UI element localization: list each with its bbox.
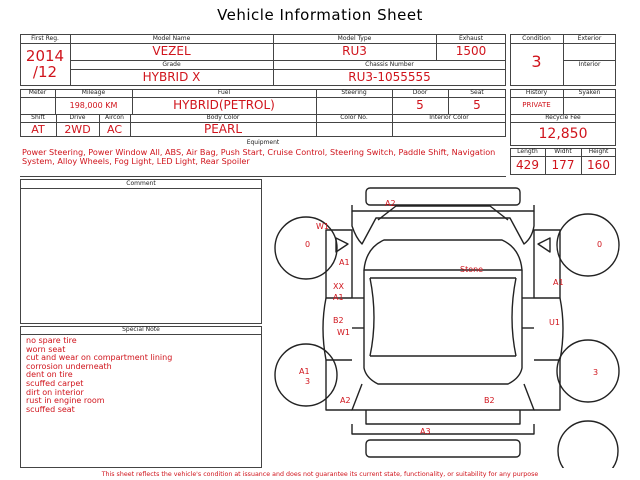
width-value: 177: [551, 158, 575, 172]
drive-value: 2WD: [64, 123, 91, 136]
exhaust-label: Exhaust: [458, 35, 484, 42]
length-value: 429: [516, 158, 539, 172]
mark-a1-mid: A1: [333, 293, 344, 302]
mark-3-br: 3: [593, 368, 599, 377]
recycle-fee-value: 12,850: [538, 126, 588, 142]
seat-label: Seat: [470, 89, 484, 96]
condition-label: Condition: [522, 35, 551, 42]
first-reg-label: First Reg.: [31, 35, 59, 42]
shift-label: Shift: [31, 114, 45, 121]
mark-b2-left: B2: [333, 316, 344, 325]
height-value: 160: [587, 158, 610, 172]
steering-label: Steering: [341, 89, 367, 96]
first-reg-month: /12: [32, 64, 58, 80]
length-label: Length: [517, 148, 538, 155]
drive-label: Drive: [69, 114, 86, 121]
special-note-item: no spare tire: [26, 336, 77, 345]
aircon-value: AC: [106, 123, 122, 136]
fuel-label: Fuel: [217, 89, 231, 96]
mark-a3: A3: [420, 427, 431, 436]
mark-a1-bl: A1: [299, 367, 310, 376]
interior-color-label: Interior Color: [429, 114, 469, 121]
mark-b2-bottom: B2: [484, 396, 495, 405]
mark-a1-right: A1: [553, 278, 564, 287]
page-title: Vehicle Information Sheet: [217, 6, 423, 24]
model-name-label: Model Name: [152, 35, 191, 42]
special-note-item: cut and wear on compartment lining: [26, 353, 173, 363]
chassis-value: RU3-1055555: [348, 70, 431, 84]
condition-value: 3: [531, 53, 542, 71]
disclaimer: This sheet reflects the vehicle's condition at issuance and does not guarantee its current state, functionality, or suitability for any purpose: [101, 471, 539, 478]
grade-value: HYBRID X: [142, 70, 201, 84]
mark-0-right: 0: [597, 240, 603, 249]
mark-a1-left: A1: [339, 258, 350, 267]
first-reg-year: 2014: [25, 48, 65, 64]
mark-a2-top: A2: [385, 199, 396, 208]
door-label: Door: [412, 89, 428, 96]
recycle-fee-label: Recycle Fee: [545, 114, 581, 121]
syaken-label: Syaken: [578, 89, 601, 96]
mark-w1-top: W1: [316, 222, 329, 231]
mark-u1: U1: [549, 318, 560, 327]
color-no-label: Color No.: [340, 114, 368, 121]
front-right-wheel-circle: [557, 214, 619, 276]
model-name-value: VEZEL: [152, 44, 191, 58]
exhaust-value: 1500: [455, 44, 487, 58]
interior-label: Interior: [578, 61, 601, 68]
special-note-item: worn seat: [26, 344, 66, 354]
mark-0-left: 0: [305, 240, 311, 249]
history-value: PRIVATE: [522, 101, 551, 109]
model-type-value: RU3: [342, 44, 367, 58]
body-color-label: Body Color: [206, 114, 240, 121]
comment-label: Comment: [126, 180, 156, 187]
height-label: Height: [588, 148, 609, 155]
equipment-value: Power Steering, Power Window All, ABS, Air Bag, Push Start, Cruise Control, Steering Switch, Paddle Shift, Navigation System, Alloy Wheels, Fog Light, LED Light, Rear Spoiler: [22, 147, 496, 166]
equipment-label: Equipment: [246, 139, 280, 146]
special-note-item: corrosion underneath: [26, 361, 112, 371]
exterior-label: Exterior: [577, 35, 602, 42]
history-label: History: [525, 89, 548, 96]
special-note-list: [26, 337, 258, 414]
meter-label: Meter: [28, 89, 47, 96]
special-note-item: scuffed seat: [26, 404, 75, 414]
special-note-label: Special Note: [122, 326, 160, 333]
aircon-label: Aircon: [105, 114, 124, 121]
mark-a2-bottom: A2: [340, 396, 351, 405]
special-note-item: dent on tire: [26, 370, 73, 380]
width-label: Widht: [554, 148, 572, 155]
rear-right-wheel-circle: [557, 340, 619, 402]
fuel-value: HYBRID(PETROL): [173, 98, 275, 112]
special-note-item: scuffed carpet: [26, 378, 84, 388]
seat-value: 5: [473, 98, 481, 112]
mileage-label: Mileage: [81, 89, 106, 96]
mark-stone: Stone: [460, 265, 484, 274]
special-note-item: dirt on interior: [26, 387, 84, 397]
mark-xx: XX: [333, 282, 344, 291]
body-color-value: PEARL: [203, 122, 243, 136]
chassis-label: Chassis Number: [365, 61, 414, 68]
mark-3-bl: 3: [305, 377, 311, 386]
grade-label: Grade: [162, 61, 181, 68]
model-type-label: Model Type: [337, 35, 372, 42]
special-note-item: rust in engine room: [26, 396, 105, 406]
door-value: 5: [416, 98, 424, 112]
spare-wheel-circle: [558, 421, 618, 468]
mileage-value: 198,000 KM: [69, 101, 118, 110]
mark-w1-mid: W1: [337, 328, 350, 337]
shift-value: AT: [31, 123, 45, 136]
